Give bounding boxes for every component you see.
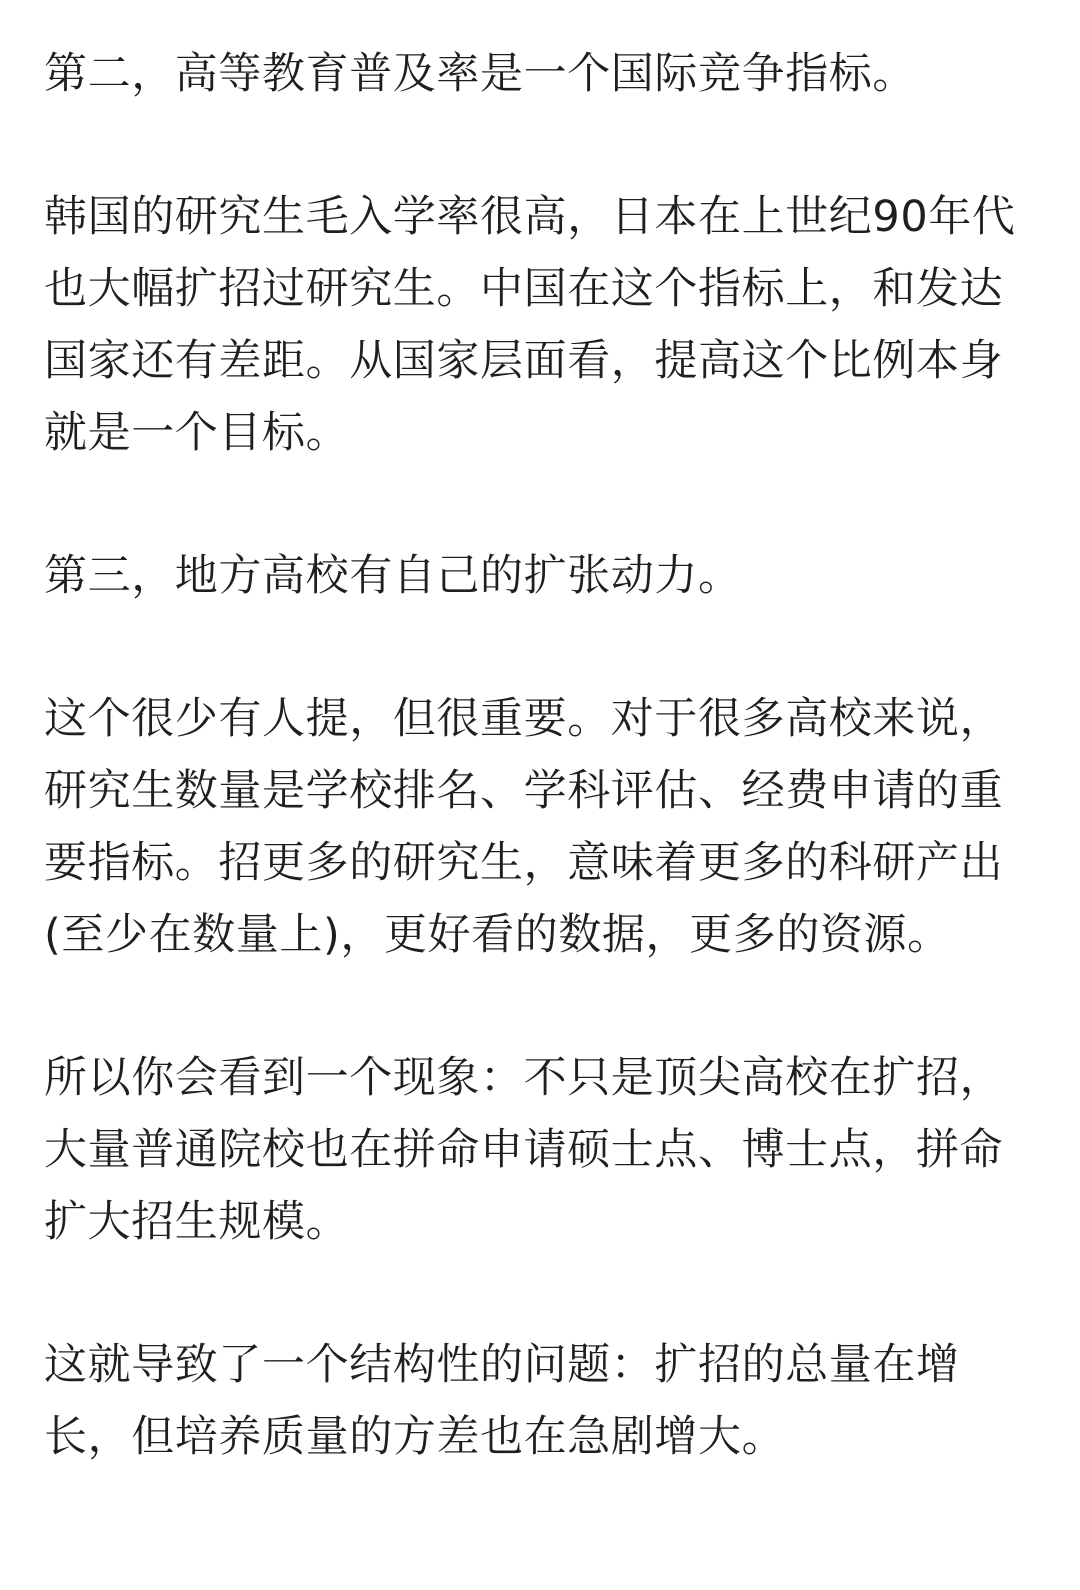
article-body <box>44 38 1029 1473</box>
paragraph-structural-problem: 这就导致了一个结构性的问题：扩招的总量在增长，但培养质量的方差也在急剧增大。 <box>44 1340 960 1462</box>
paragraph-point-three-heading: 第三，地方高校有自己的扩张动力。 <box>44 551 742 601</box>
paragraph-international-comparison: 韩国的研究生毛入学率很高，日本在上世纪90年代也大幅扩招过研究生。中国在这个指标上，和发达国家还有差距。从国家层面看，提高这个比例本身就是一个目标。 <box>44 192 1016 458</box>
paragraph-point-two-heading: 第二，高等教育普及率是一个国际竞争指标。 <box>44 49 916 99</box>
paragraph-expansion-phenomenon: 所以你会看到一个现象：不只是顶尖高校在扩招，大量普通院校也在拼命申请硕士点、博士点，拼命扩大招生规模。 <box>44 1053 1004 1247</box>
paragraph-local-university-incentives: 这个很少有人提，但很重要。对于很多高校来说，研究生数量是学校排名、学科评估、经费申请的重要指标。招更多的研究生，意味着更多的科研产出 (至少在数量上)，更好看的数据，更多的资源。 <box>44 694 1004 960</box>
